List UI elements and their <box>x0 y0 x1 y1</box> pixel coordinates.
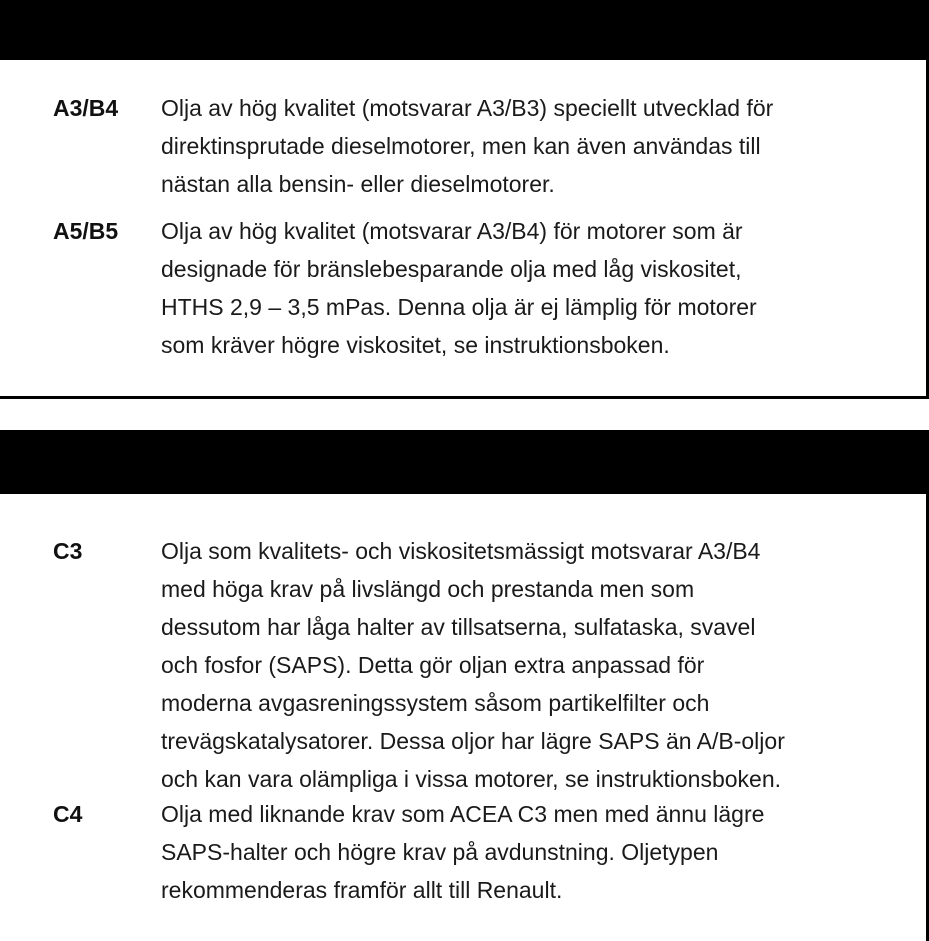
oil-spec-code: A3/B4 <box>53 95 119 121</box>
description-line: nästan alla bensin- eller dieselmotorer. <box>161 171 555 197</box>
oil-spec-code: C3 <box>53 538 83 564</box>
description-line: direktinsprutade dieselmotorer, men kan även användas till <box>161 133 761 159</box>
description-line: trevägskatalysatorer. Dessa oljor har lägre SAPS än A/B-oljor <box>161 728 785 754</box>
oil-spec-code: C4 <box>53 801 83 827</box>
description-line: dessutom har låga halter av tillsatserna, sulfataska, svavel <box>161 614 756 640</box>
oil-spec-code: A5/B5 <box>53 218 119 244</box>
description-line: och kan vara olämpliga i vissa motorer, se instruktionsboken. <box>161 766 782 792</box>
description-line: Olja av hög kvalitet (motsvarar A3/B4) för motorer som är <box>161 218 743 244</box>
description-line: designade för bränslebesparande olja med låg viskositet, <box>161 256 742 282</box>
header-band-ab <box>0 0 929 60</box>
oil-spec-description <box>161 532 901 798</box>
description-line: rekommenderas framför allt till Renault. <box>161 877 563 903</box>
description-line: Olja av hög kvalitet (motsvarar A3/B3) speciellt utvecklad för <box>161 95 774 121</box>
oil-spec-description <box>161 795 901 909</box>
description-line: moderna avgasreningssystem såsom partikelfilter och <box>161 690 710 716</box>
oil-spec-description <box>161 89 901 203</box>
description-line: HTHS 2,9 – 3,5 mPas. Denna olja är ej lämplig för motorer <box>161 294 757 320</box>
description-line: Olja som kvalitets- och viskositetsmässigt motsvarar A3/B4 <box>161 538 761 564</box>
header-band-c <box>0 430 929 494</box>
description-line: som kräver högre viskositet, se instruktionsboken. <box>161 332 670 358</box>
description-line: SAPS-halter och högre krav på avdunstning. Oljetypen <box>161 839 719 865</box>
description-line: Olja med liknande krav som ACEA C3 men med ännu lägre <box>161 801 765 827</box>
description-line: med höga krav på livslängd och prestanda men som <box>161 576 695 602</box>
description-line: och fosfor (SAPS). Detta gör oljan extra anpassad för <box>161 652 705 678</box>
oil-spec-description <box>161 212 901 364</box>
